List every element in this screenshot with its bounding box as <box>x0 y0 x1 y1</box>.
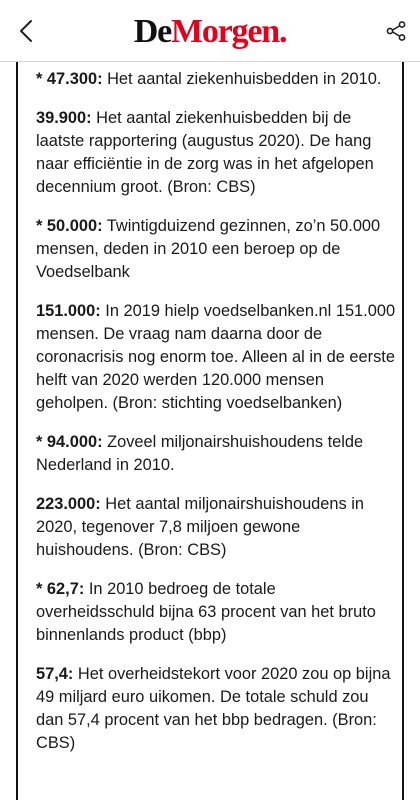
fact-text: Het overheidstekort voor 2020 zou op bijna 49 miljard euro uikomen. De totale schuld zou dan 57,4 procent van het bbp bedragen. (Bron: CBS) <box>36 665 391 752</box>
brand-logo: DeMorgen. <box>133 12 287 50</box>
fact-text: Twintigduizend gezinnen, zo’n 50.000 mensen, deden in 2010 een beroep op de Voedselbank <box>36 217 381 281</box>
share-icon <box>385 20 407 42</box>
back-button[interactable] <box>8 11 44 51</box>
fact-item <box>36 300 396 415</box>
fact-figure: * 62,7: <box>36 580 85 598</box>
fact-item <box>36 68 396 91</box>
fact-text: Het aantal ziekenhuisbedden bij de laatste rapportering (augustus 2020). De hang naar efficiëntie in de zorg was in het afgelopen decennium groot. (Bron: CBS) <box>36 109 374 196</box>
fact-text: In 2010 bedroeg de totale overheidsschuld bijna 63 procent van het bruto binnenlands product (bbp) <box>36 580 376 644</box>
frame-rule-right <box>402 62 404 800</box>
fact-item <box>36 663 396 755</box>
fact-figure: 39.900: <box>36 109 92 127</box>
fact-text: Het aantal ziekenhuisbedden in 2010. <box>102 70 382 88</box>
frame-rule-left <box>16 62 18 800</box>
fact-item <box>36 431 396 477</box>
fact-figure: * 94.000: <box>36 433 103 451</box>
fact-figure: * 47.300: <box>36 70 103 88</box>
article-content[interactable] <box>0 62 420 800</box>
fact-figure: 151.000: <box>36 302 101 320</box>
fact-list <box>36 68 396 771</box>
fact-text: In 2019 hielp voedselbanken.nl 151.000 mensen. De vraag nam daarna door de coronacrisis nog enorm toe. Alleen al in de eerste helft van 2020 werden 120.000 mensen geholpen. (Bron: stichting voedselbanken) <box>36 302 396 412</box>
share-button[interactable] <box>378 11 414 51</box>
fact-item <box>36 578 396 647</box>
app-header <box>0 0 420 62</box>
fact-figure: * 50.000: <box>36 217 103 235</box>
fact-item <box>36 215 396 284</box>
fact-item <box>36 493 396 562</box>
fact-figure: 57,4: <box>36 665 74 683</box>
fact-figure: 223.000: <box>36 495 101 513</box>
fact-text: Het aantal miljonairshuishoudens in 2020, tegenover 7,8 miljoen gewone huishoudens. (Bron: CBS) <box>36 495 365 559</box>
chevron-left-icon <box>19 19 33 43</box>
fact-text: Zoveel miljonairshuishoudens telde Nederland in 2010. <box>36 433 364 474</box>
fact-item <box>36 107 396 199</box>
